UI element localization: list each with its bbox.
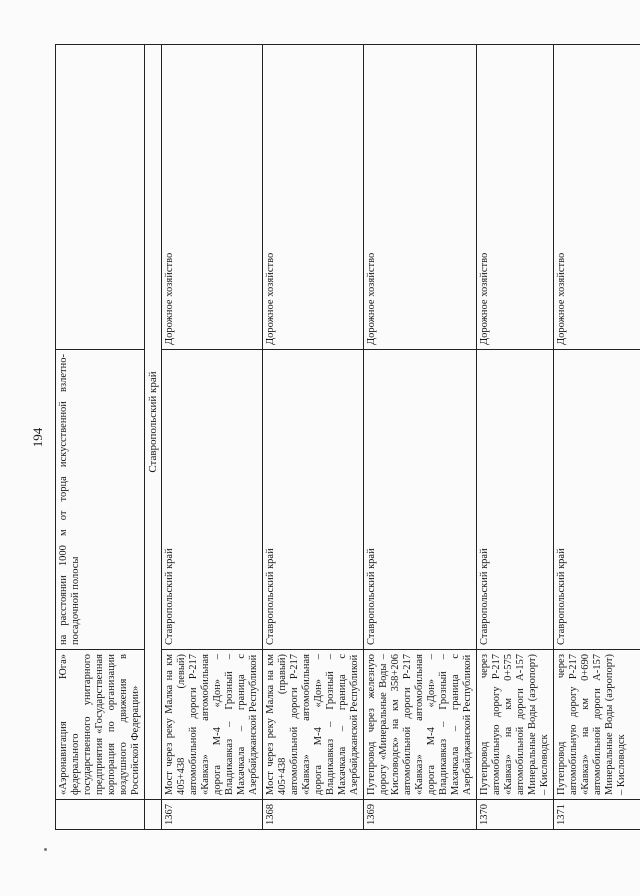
table-row: [162, 45, 263, 830]
table-row: [477, 45, 554, 830]
row-number: 1370: [477, 800, 554, 830]
row-number: 1367: [162, 800, 263, 830]
object-owner: Дорожное хозяйство: [477, 45, 554, 350]
rotated-content: [30, 45, 627, 830]
object-location: Ставропольский край: [554, 350, 640, 650]
object-name: Путепровод через автомобильную дорогу Р-217 «Кавказ» на км 0+575 автомобильной дороги А-157 Минеральные Воды (аэропорт) – Кисловодск: [477, 650, 554, 800]
object-owner: Дорожное хозяйство: [263, 45, 364, 350]
object-name: Мост через реку Малка на км 405+438 (правый) автомобильной дороги Р-217 «Кавказ» автомобильная дорога М-4 «Дон» – Владикавказ – Грозный – Махачкала – граница с Азербайджанской Республикой: [263, 650, 364, 800]
row-number: 1369: [364, 800, 477, 830]
table-row: [554, 45, 640, 830]
objects-table: [55, 44, 640, 830]
table-row: [364, 45, 477, 830]
object-location: Ставропольский край: [364, 350, 477, 650]
object-owner: Дорожное хозяйство: [162, 45, 263, 350]
row-number: 1368: [263, 800, 364, 830]
page-number: 194: [30, 427, 45, 448]
table-row: [56, 45, 145, 830]
row-number: 1371: [554, 800, 640, 830]
object-owner: Дорожное хозяйство: [554, 45, 640, 350]
row-number: [56, 800, 145, 830]
region-header-row: [145, 45, 162, 830]
object-name: Путепровод через автомобильную дорогу Р-217 «Кавказ» на км 0+690 автомобильной дороги А-157 Минеральные Воды (аэропорт) – Кисловодск: [554, 650, 640, 800]
object-location: Ставропольский край: [263, 350, 364, 650]
object-owner: Дорожное хозяйство: [364, 45, 477, 350]
object-location: Ставропольский край: [477, 350, 554, 650]
object-location: на расстоянии 1000 м от торца искусственной взлетно-посадочной полосы: [56, 350, 145, 650]
scan-speck: [44, 848, 47, 851]
object-owner: [56, 45, 145, 350]
region-header: Ставропольский край: [145, 45, 162, 800]
object-name: «Аэронавигация Юга» федерального государственного унитарного предприятия «Государственная корпорация по организации воздушного движения в Российской Федерации»: [56, 650, 145, 800]
table-row: [263, 45, 364, 830]
object-location: Ставропольский край: [162, 350, 263, 650]
object-name: Путепровод через железную дорогу «Минеральные Воды – Кисловодск» на км 358+206 автомобильной дороги Р-217 «Кавказ» автомобильная дорога М-4 «Дон» – Владикавказ – Грозный – Махачкала – граница с Азербайджанской Республикой: [364, 650, 477, 800]
object-name: Мост через реку Малка на км 405+438 (левый) автомобильной дороги Р-217 «Кавказ» автомобильная дорога М-4 «Дон» – Владикавказ – Грозный – Махачкала – граница с Азербайджанской Республикой: [162, 650, 263, 800]
